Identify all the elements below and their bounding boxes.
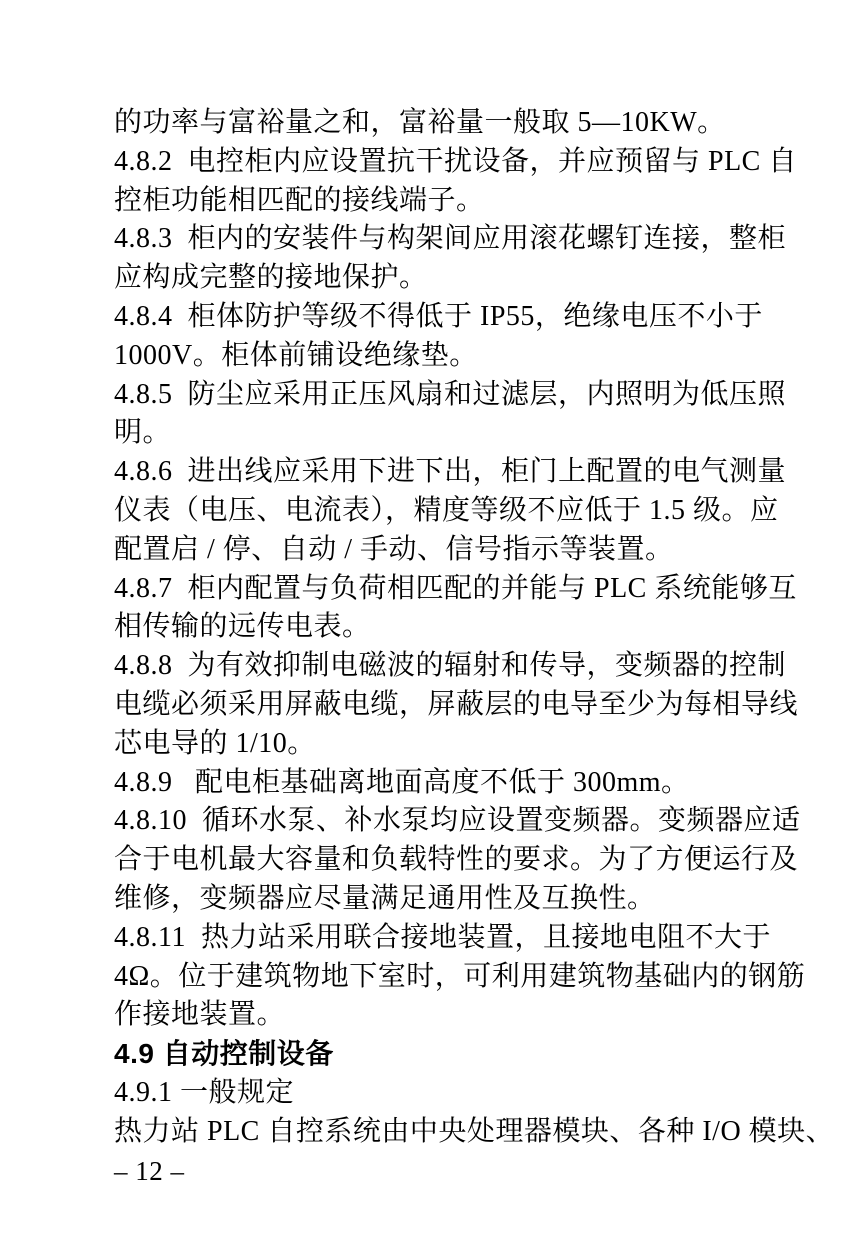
text-line-section-4-8-2: 4.8.2 电控柜内应设置抗干扰设备，并应预留与 PLC 自 [114, 145, 797, 177]
text-line-section-4-8-8: 4.8.8 为有效抑制电磁波的辐射和传导，变频器的控制 [114, 650, 787, 682]
text-line-section-4-8-11: 4.8.11 热力站采用联合接地装置，且接地电阻不大于 [114, 921, 771, 953]
text-line: 电缆必须采用屏蔽电缆，屏蔽层的电导至少为每相导线 [114, 688, 799, 720]
page-number: – 12 – [114, 1155, 185, 1186]
text-line: 应构成完整的接地保护。 [114, 262, 428, 294]
section-heading-4-9: 4.9 自动控制设备 [114, 1038, 334, 1070]
text-line: 1000V。柜体前铺设绝缘垫。 [114, 339, 478, 371]
text-line: 热力站 PLC 自控系统由中央处理器模块、各种 I/O 模块、 [114, 1115, 835, 1147]
text-line: 合于电机最大容量和负载特性的要求。为了方便运行及 [114, 844, 799, 876]
text-line: 相传输的远传电表。 [114, 611, 371, 643]
text-line-section-4-8-3: 4.8.3 柜内的安装件与构架间应用滚花螺钉连接，整柜 [114, 223, 787, 255]
text-line-section-4-8-6: 4.8.6 进出线应采用下进下出，柜门上配置的电气测量 [114, 456, 787, 488]
text-line-section-4-8-4: 4.8.4 柜体防护等级不得低于 IP55，绝缘电压不小于 [114, 300, 763, 332]
text-line: 维修，变频器应尽量满足通用性及互换性。 [114, 882, 656, 914]
text-line: 仪表（电压、电流表），精度等级不应低于 1.5 级。应 [114, 494, 779, 526]
text-line: 4Ω。位于建筑物地下室时，可利用建筑物基础内的钢筋 [114, 960, 806, 992]
text-line: 作接地装置。 [114, 999, 286, 1031]
text-line-section-4-9-1: 4.9.1 一般规定 [114, 1076, 295, 1108]
text-line: 控柜功能相匹配的接线端子。 [114, 184, 485, 216]
text-line-section-4-8-9: 4.8.9 配电柜基础离地面高度不低于 300mm。 [114, 766, 690, 798]
document-content [114, 104, 835, 1190]
text-line: 配置启 / 停、自动 / 手动、信号指示等装置。 [114, 533, 674, 565]
text-line-section-4-8-10: 4.8.10 循环水泵、补水泵均应设置变频器。变频器应适 [114, 805, 801, 837]
text-line: 芯电导的 1/10。 [114, 727, 316, 759]
text-line: 的功率与富裕量之和，富裕量一般取 5—10KW。 [114, 107, 726, 138]
text-line: 明。 [114, 417, 172, 449]
text-line-section-4-8-7: 4.8.7 柜内配置与负荷相匹配的并能与 PLC 系统能够互 [114, 572, 797, 604]
text-line-section-4-8-5: 4.8.5 防尘应采用正压风扇和过滤层，内照明为低压照 [114, 378, 787, 410]
